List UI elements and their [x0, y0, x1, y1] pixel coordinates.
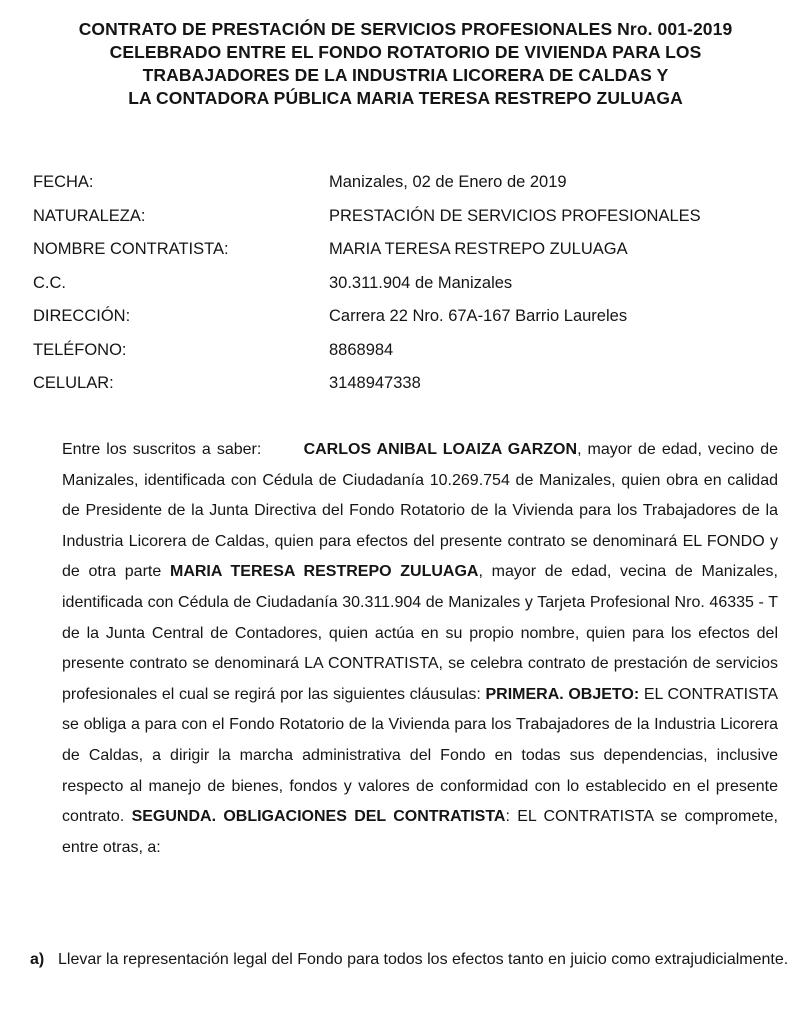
field-row-direccion: [33, 305, 793, 339]
list-marker: a): [30, 951, 45, 968]
body-text-1: , mayor de edad, vecino de Manizales, identificada con Cédula de Ciudadanía 10.269.754 de Manizales, quien obra en calidad de Presidente de la Junta Directiva del Fondo Rotatorio de la Vivienda para los Trabajadores de la Industria Licorera de Caldas, quien para efectos del presente contrato se denominará EL FONDO y de otra parte: [62, 441, 779, 581]
field-label: C.C.: [33, 273, 66, 292]
clause-1-heading: PRIMERA. OBJETO:: [485, 685, 640, 703]
list-item-text: Llevar la representación legal del Fondo para todos los efectos tanto en juicio como extrajudicialmente.: [58, 951, 789, 968]
field-row-fecha: [33, 171, 793, 205]
list-item: [30, 944, 790, 975]
field-label: NATURALEZA:: [33, 206, 146, 225]
field-value: 30.311.904 de Manizales: [329, 273, 513, 292]
title-line-2: CELEBRADO ENTRE EL FONDO ROTATORIO DE VIVIENDA PARA LOS: [109, 42, 702, 62]
contractor-name: MARIA TERESA RESTREPO ZULUAGA: [169, 563, 479, 581]
clause-2-text: : EL CONTRATISTA se compromete, entre otras, a:: [62, 808, 778, 856]
clause-1-text: EL CONTRATISTA se obliga a para con el Fondo Rotatorio de la Vivienda para los Trabajadores de la Industria Licorera de Caldas, a dirigir la marcha administrativa del Fondo en todas sus dependencias, inclusive respecto al manejo de bienes, fondos y valores de conformidad con lo establecido en el presente contrato.: [62, 685, 778, 826]
field-row-nombre-contratista: [33, 238, 793, 272]
intro-text: Entre los suscritos a saber:: [62, 441, 262, 458]
contract-body-paragraph: [62, 435, 778, 863]
field-row-naturaleza: [33, 205, 793, 239]
field-value: 3148947338: [329, 374, 421, 392]
title-line-3: TRABAJADORES DE LA INDUSTRIA LICORERA DE CALDAS Y: [142, 65, 669, 85]
title-line-4: LA CONTADORA PÚBLICA MARIA TERESA RESTREPO ZULUAGA: [128, 88, 683, 108]
president-name: CARLOS ANIBAL LOAIZA GARZON: [303, 441, 578, 458]
clause-2-heading: SEGUNDA. OBLIGACIONES DEL CONTRATISTA: [131, 808, 506, 826]
field-label: CELULAR:: [33, 374, 114, 392]
field-row-cc: [33, 272, 793, 306]
body-text-2: , mayor de edad, vecina de Manizales, identificada con Cédula de Ciudadanía 30.311.904 de Manizales y Tarjeta Profesional Nro. 46335 - T de la Junta Central de Contadores, quien actúa en su propio nombre, quien para los efectos del presente contrato se denominará LA CONTRATISTA, se celebra contrato de prestación de servicios profesionales el cual se regirá por las siguientes cláusulas:: [62, 563, 778, 703]
field-value: Manizales, 02 de Enero de 2019: [329, 173, 567, 191]
field-row-telefono: [33, 339, 793, 373]
document-title: [0, 18, 811, 110]
field-value: PRESTACIÓN DE SERVICIOS PROFESIONALES: [329, 206, 701, 225]
field-value: Carrera 22 Nro. 67A-167 Barrio Laureles: [329, 307, 628, 325]
field-label: FECHA:: [33, 173, 94, 191]
field-value: 8868984: [329, 340, 394, 359]
field-value: MARIA TERESA RESTREPO ZULUAGA: [329, 240, 628, 258]
field-label: TELÉFONO:: [33, 340, 127, 359]
contract-fields: [33, 171, 793, 406]
field-row-celular: [33, 372, 793, 406]
field-label: NOMBRE CONTRATISTA:: [33, 240, 229, 258]
field-label: DIRECCIÓN:: [33, 307, 131, 325]
title-line-1: CONTRATO DE PRESTACIÓN DE SERVICIOS PROFESIONALES Nro. 001-2019: [78, 19, 733, 39]
